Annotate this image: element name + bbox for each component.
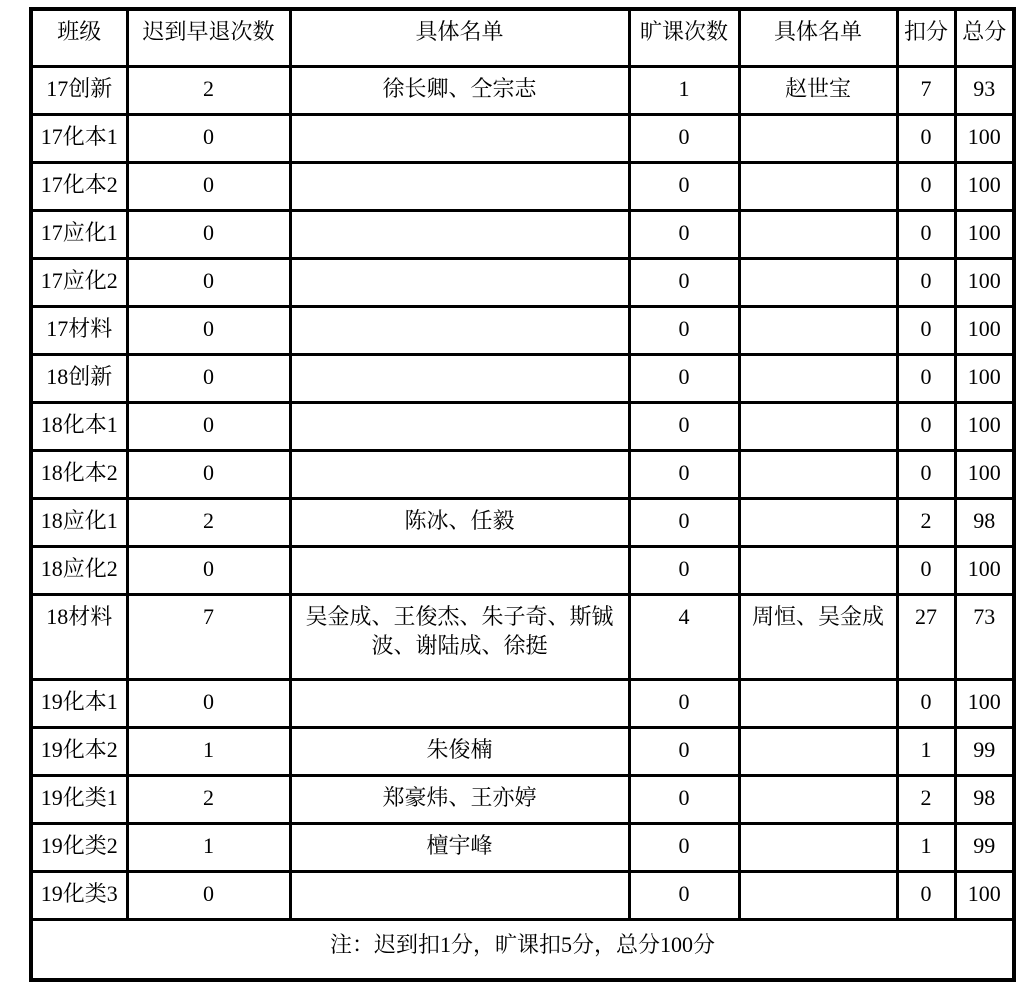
table-row	[31, 211, 1014, 259]
cell-class: 17应化1	[31, 211, 127, 259]
cell-late-names	[290, 872, 629, 920]
cell-deduction: 0	[897, 547, 955, 595]
cell-absent-count: 0	[629, 728, 739, 776]
table-row	[31, 451, 1014, 499]
cell-late-names	[290, 259, 629, 307]
header-absent-count: 旷课次数	[629, 9, 739, 67]
cell-late-names	[290, 680, 629, 728]
table-row	[31, 547, 1014, 595]
cell-class: 18应化2	[31, 547, 127, 595]
cell-deduction: 2	[897, 499, 955, 547]
cell-late-names: 陈冰、任毅	[290, 499, 629, 547]
cell-class: 19化类2	[31, 824, 127, 872]
cell-class: 17应化2	[31, 259, 127, 307]
table-header	[31, 9, 1014, 67]
cell-late-names	[290, 307, 629, 355]
cell-late-names	[290, 211, 629, 259]
cell-absent-count: 4	[629, 595, 739, 680]
header-class: 班级	[31, 9, 127, 67]
cell-absent-names	[739, 776, 897, 824]
cell-total: 73	[955, 595, 1014, 680]
cell-absent-names	[739, 355, 897, 403]
cell-deduction: 0	[897, 403, 955, 451]
cell-absent-names: 赵世宝	[739, 67, 897, 115]
table-row	[31, 595, 1014, 680]
note-row	[31, 920, 1014, 981]
table-row	[31, 680, 1014, 728]
cell-absent-names	[739, 547, 897, 595]
cell-late-names: 吴金成、王俊杰、朱子奇、斯铖波、谢陆成、徐挺	[290, 595, 629, 680]
table-row	[31, 872, 1014, 920]
table-row	[31, 776, 1014, 824]
cell-deduction: 27	[897, 595, 955, 680]
table-footer	[31, 920, 1014, 981]
cell-deduction: 0	[897, 307, 955, 355]
cell-deduction: 0	[897, 259, 955, 307]
cell-late-count: 0	[127, 307, 290, 355]
cell-total: 98	[955, 499, 1014, 547]
header-deduction: 扣分	[897, 9, 955, 67]
cell-absent-names	[739, 259, 897, 307]
table-row	[31, 728, 1014, 776]
cell-class: 17创新	[31, 67, 127, 115]
cell-deduction: 1	[897, 728, 955, 776]
cell-total: 100	[955, 547, 1014, 595]
cell-absent-count: 0	[629, 776, 739, 824]
cell-absent-names	[739, 403, 897, 451]
cell-absent-names	[739, 680, 897, 728]
cell-deduction: 0	[897, 680, 955, 728]
cell-late-names	[290, 547, 629, 595]
cell-total: 100	[955, 451, 1014, 499]
cell-class: 17材料	[31, 307, 127, 355]
cell-absent-count: 0	[629, 824, 739, 872]
table-row	[31, 355, 1014, 403]
cell-late-count: 2	[127, 499, 290, 547]
cell-late-names	[290, 355, 629, 403]
table-row	[31, 499, 1014, 547]
cell-late-count: 0	[127, 451, 290, 499]
cell-late-names: 朱俊楠	[290, 728, 629, 776]
cell-total: 99	[955, 728, 1014, 776]
cell-absent-names	[739, 115, 897, 163]
cell-late-count: 1	[127, 824, 290, 872]
cell-absent-count: 0	[629, 499, 739, 547]
cell-late-count: 0	[127, 355, 290, 403]
cell-absent-count: 0	[629, 680, 739, 728]
cell-total: 100	[955, 355, 1014, 403]
cell-late-names	[290, 451, 629, 499]
cell-late-count: 0	[127, 259, 290, 307]
cell-late-count: 0	[127, 163, 290, 211]
header-late-count: 迟到早退次数	[127, 9, 290, 67]
cell-absent-names	[739, 872, 897, 920]
cell-absent-count: 1	[629, 67, 739, 115]
cell-class: 19化本2	[31, 728, 127, 776]
cell-absent-names: 周恒、吴金成	[739, 595, 897, 680]
cell-late-count: 2	[127, 67, 290, 115]
cell-late-count: 0	[127, 403, 290, 451]
cell-absent-count: 0	[629, 163, 739, 211]
cell-class: 19化本1	[31, 680, 127, 728]
cell-total: 100	[955, 163, 1014, 211]
cell-late-names: 檀宇峰	[290, 824, 629, 872]
cell-absent-names	[739, 211, 897, 259]
cell-deduction: 1	[897, 824, 955, 872]
cell-deduction: 0	[897, 355, 955, 403]
cell-class: 18化本1	[31, 403, 127, 451]
cell-class: 17化本1	[31, 115, 127, 163]
note-text: 注：迟到扣1分，旷课扣5分，总分100分	[31, 920, 1014, 981]
header-total: 总分	[955, 9, 1014, 67]
cell-total: 100	[955, 211, 1014, 259]
cell-late-names: 郑豪炜、王亦婷	[290, 776, 629, 824]
cell-late-count: 7	[127, 595, 290, 680]
cell-absent-names	[739, 163, 897, 211]
header-absent-name-list: 具体名单	[739, 9, 897, 67]
cell-late-count: 1	[127, 728, 290, 776]
cell-total: 93	[955, 67, 1014, 115]
cell-absent-count: 0	[629, 872, 739, 920]
cell-late-names	[290, 115, 629, 163]
cell-absent-count: 0	[629, 355, 739, 403]
cell-absent-count: 0	[629, 307, 739, 355]
cell-absent-count: 0	[629, 211, 739, 259]
cell-class: 19化类3	[31, 872, 127, 920]
cell-absent-names	[739, 824, 897, 872]
header-late-name-list: 具体名单	[290, 9, 629, 67]
table-row	[31, 259, 1014, 307]
cell-late-names	[290, 403, 629, 451]
cell-absent-count: 0	[629, 403, 739, 451]
cell-class: 18创新	[31, 355, 127, 403]
cell-class: 18应化1	[31, 499, 127, 547]
cell-absent-count: 0	[629, 451, 739, 499]
cell-class: 18化本2	[31, 451, 127, 499]
table-row	[31, 307, 1014, 355]
cell-total: 100	[955, 115, 1014, 163]
cell-late-count: 2	[127, 776, 290, 824]
cell-total: 100	[955, 680, 1014, 728]
cell-deduction: 0	[897, 451, 955, 499]
cell-class: 17化本2	[31, 163, 127, 211]
cell-class: 19化类1	[31, 776, 127, 824]
cell-absent-names	[739, 499, 897, 547]
cell-absent-count: 0	[629, 547, 739, 595]
table-row	[31, 67, 1014, 115]
cell-deduction: 0	[897, 115, 955, 163]
attendance-score-table	[29, 7, 1016, 982]
cell-class: 18材料	[31, 595, 127, 680]
cell-total: 100	[955, 307, 1014, 355]
table-row	[31, 824, 1014, 872]
cell-late-count: 0	[127, 211, 290, 259]
cell-deduction: 0	[897, 163, 955, 211]
cell-deduction: 2	[897, 776, 955, 824]
cell-deduction: 0	[897, 211, 955, 259]
cell-absent-names	[739, 451, 897, 499]
cell-late-names: 徐长卿、仝宗志	[290, 67, 629, 115]
cell-late-count: 0	[127, 680, 290, 728]
table-row	[31, 403, 1014, 451]
cell-total: 98	[955, 776, 1014, 824]
header-row	[31, 9, 1014, 67]
cell-late-count: 0	[127, 115, 290, 163]
table-body	[31, 67, 1014, 920]
cell-absent-names	[739, 728, 897, 776]
cell-absent-count: 0	[629, 115, 739, 163]
cell-absent-names	[739, 307, 897, 355]
cell-total: 100	[955, 403, 1014, 451]
cell-absent-count: 0	[629, 259, 739, 307]
cell-late-names	[290, 163, 629, 211]
cell-total: 100	[955, 872, 1014, 920]
cell-late-count: 0	[127, 547, 290, 595]
cell-late-count: 0	[127, 872, 290, 920]
cell-total: 99	[955, 824, 1014, 872]
cell-deduction: 0	[897, 872, 955, 920]
table-row	[31, 163, 1014, 211]
cell-total: 100	[955, 259, 1014, 307]
cell-deduction: 7	[897, 67, 955, 115]
table-row	[31, 115, 1014, 163]
